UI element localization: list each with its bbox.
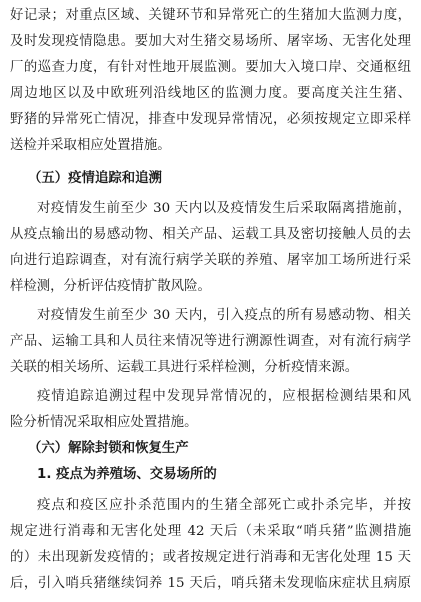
text-line: 周边地区以及中欧班列沿线地区的监测力度。要高度关注生猪、 (10, 86, 411, 101)
text-line: 送检并采取相应处置措施。 (10, 138, 171, 153)
text-line: 好记录；对重点区域、关键环节和异常死亡的生猪加大监测力度， (10, 8, 411, 23)
section-heading: （六）解除封锁和恢复生产 (28, 441, 189, 456)
text-line: 疫情追踪追溯过程中发现异常情况的，应根据检测结果和风 (37, 389, 411, 404)
text-line: 样检测，分析评估疫情扩散风险。 (10, 279, 211, 294)
text-line: 及时发现疫情隐患。要加大对生猪交易场所、屠宰场、无害化处理 (10, 34, 411, 49)
text-line: 险分析情况采取相应处置措施。 (10, 415, 198, 430)
text-line: 产品、运输工具和人员往来情况等进行溯源性调查，对有流行病学 (10, 334, 411, 349)
text-line: 对疫情发生前至少 30 天内，引入疫点的所有易感动物、相关 (37, 308, 411, 323)
text-line: 后，引入哨兵猪继续饲养 15 天后，哨兵猪未发现临床症状且病原 (10, 576, 411, 591)
subsection-heading: 1. 疫点为养殖场、交易场所的 (37, 467, 217, 482)
text-line: 向进行追踪调查，对有流行病学关联的养殖、屠宰加工场所进行采 (10, 253, 411, 268)
text-line: 规定进行消毒和无害化处理 42 天后（未采取“哨兵猪”监测措施 (10, 524, 411, 539)
text-line: 的）未出现新发疫情的；或者按规定进行消毒和无害化处理 15 天 (10, 550, 411, 565)
text-line: 从疫点输出的易感动物、相关产品、运载工具及密切接触人员的去 (10, 227, 411, 242)
text-line: 疫点和疫区应扑杀范围内的生猪全部死亡或扑杀完毕，并按 (37, 498, 411, 513)
text-line: 对疫情发生前至少 30 天内以及疫情发生后采取隔离措施前， (37, 201, 411, 216)
text-line: 厂的巡查力度，有针对性地开展监测。要加大入境口岸、交通枢纽 (10, 60, 411, 75)
text-line: 关联的相关场所、运载工具进行采样检测，分析疫情来源。 (10, 360, 359, 375)
section-heading: （五）疫情追踪和追溯 (28, 171, 162, 186)
text-line: 野猪的异常死亡情况，排查中发现异常情况，必须按规定立即采样 (10, 112, 411, 127)
